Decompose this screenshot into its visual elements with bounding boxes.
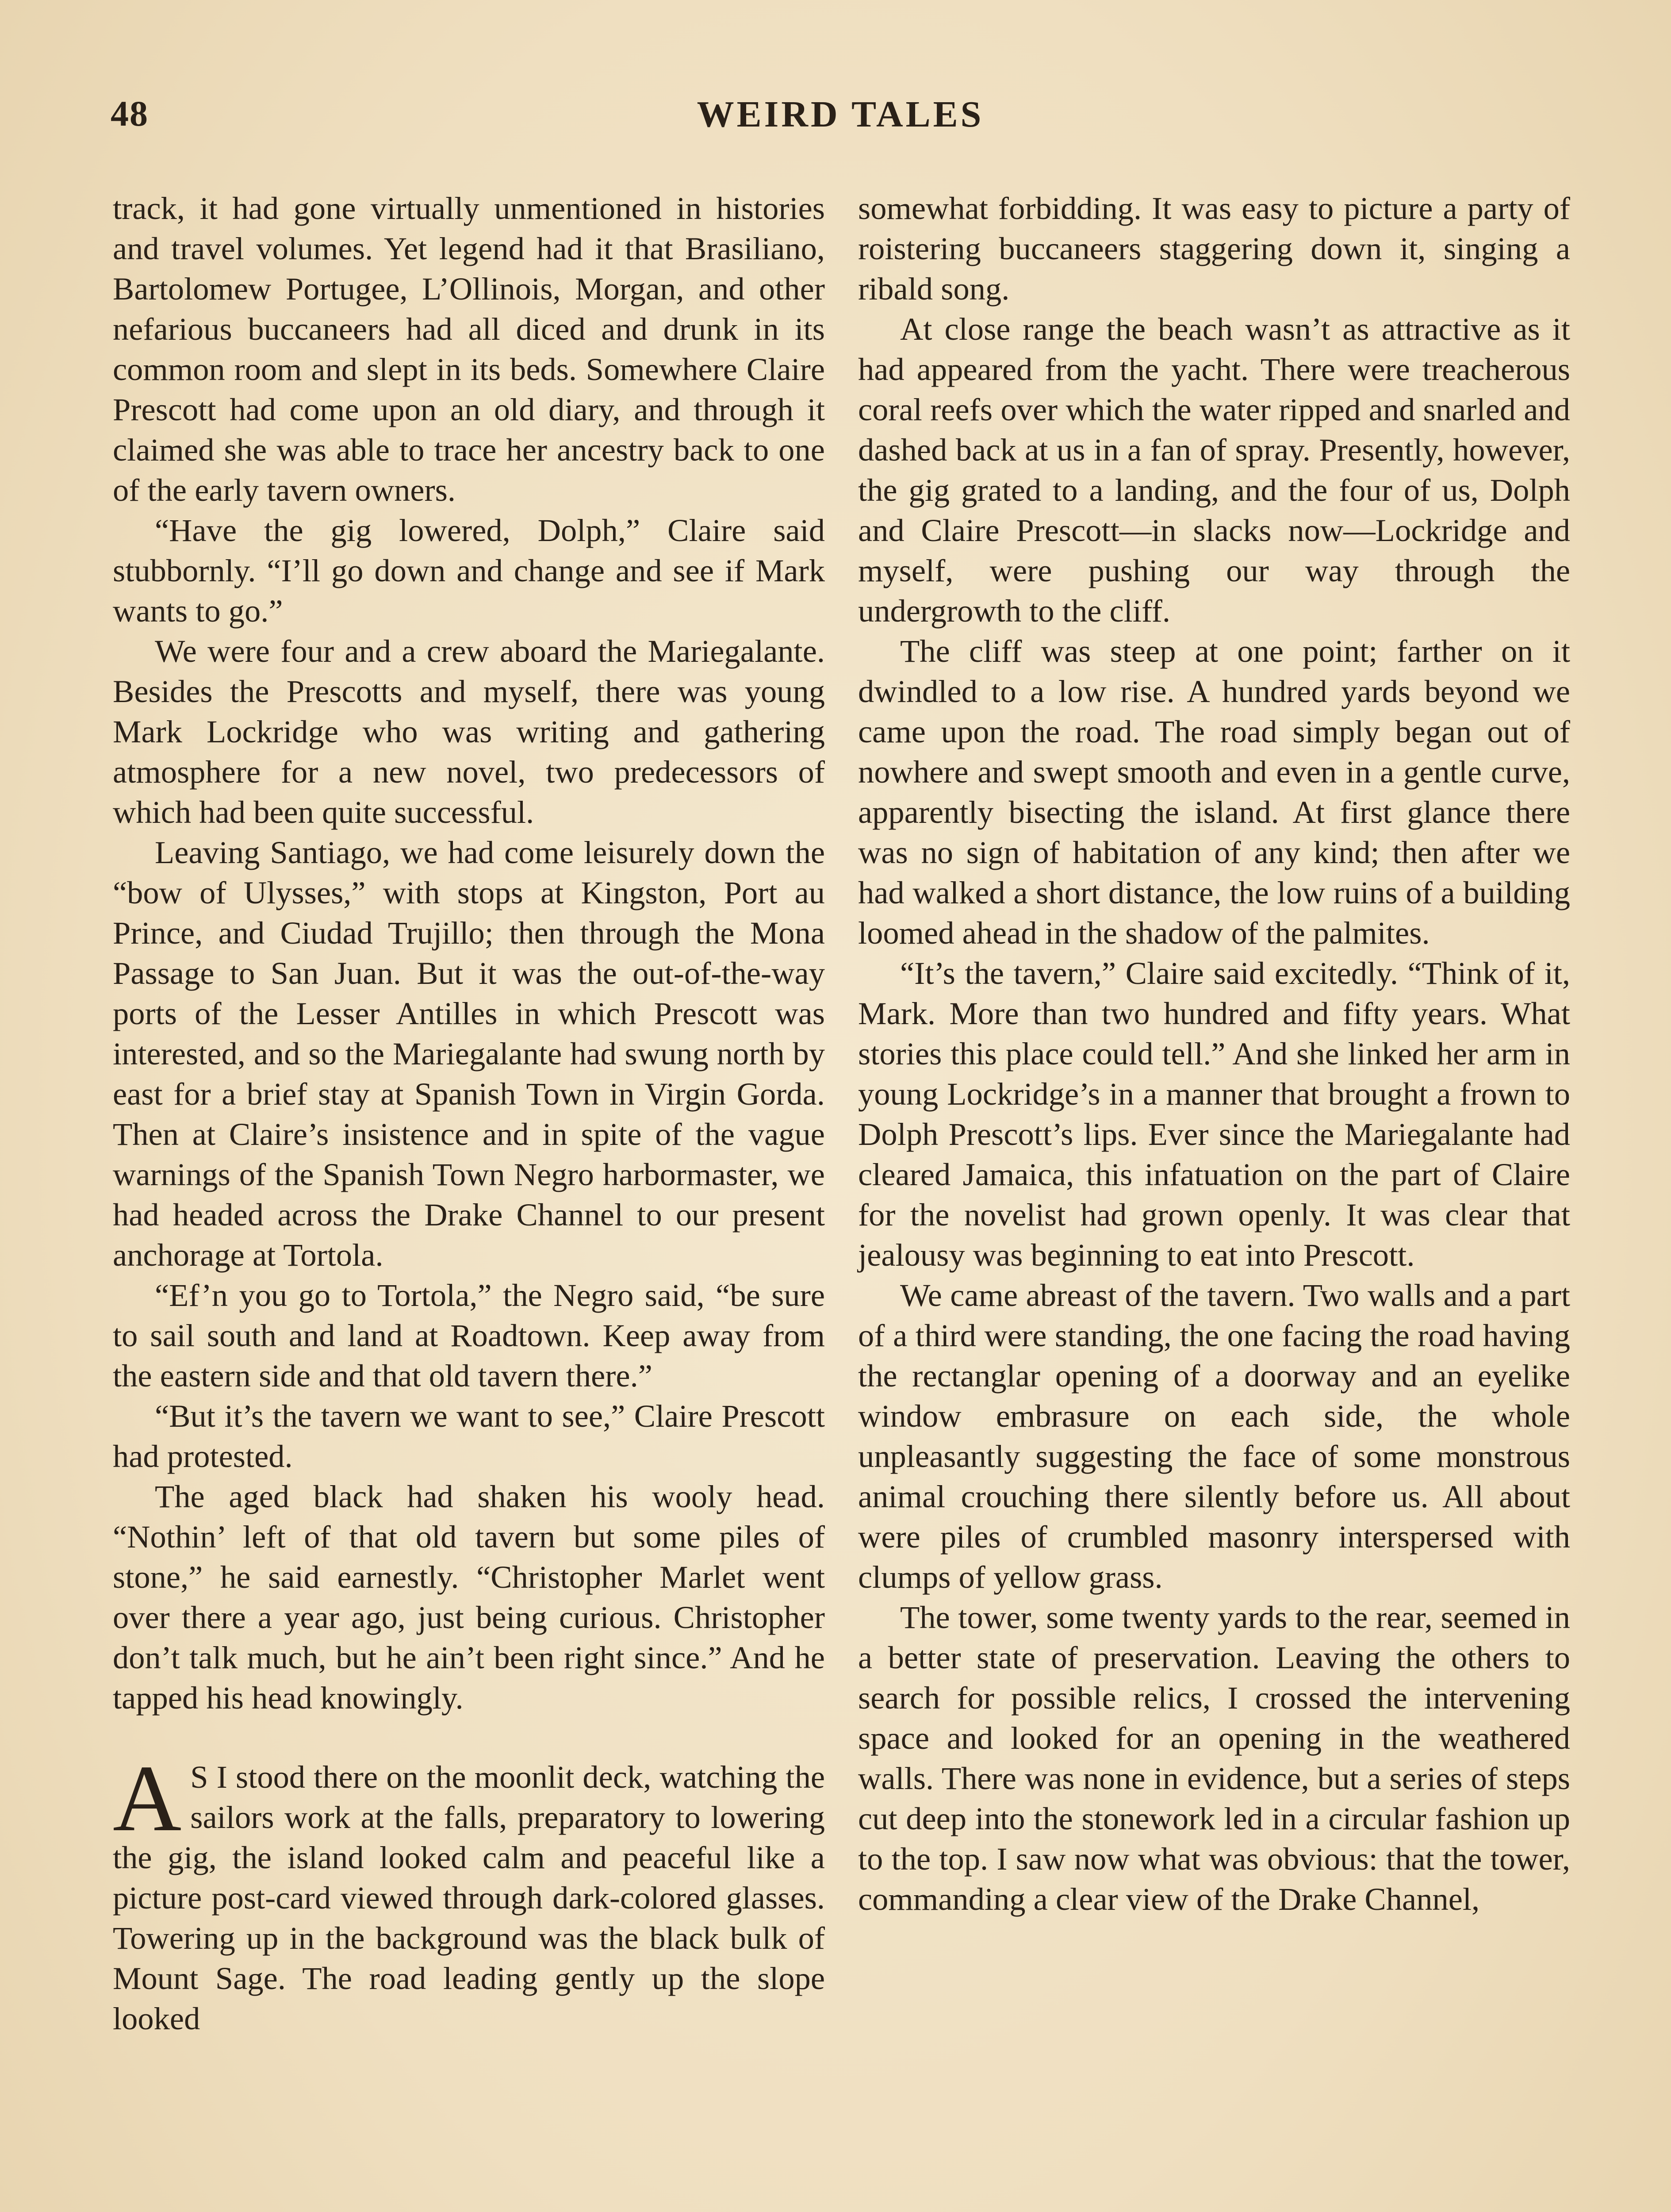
right-column — [858, 188, 1570, 1919]
section-break — [113, 1718, 825, 1757]
paragraph: We came abreast of the tavern. Two walls and a part of a third were standing, the one facing the road having the rectanglar opening of a doorway and an eyelike window embrasure on each side, the whole unpleasantly suggesting the face of some monstrous animal crouching there silently before us. All about were piles of crumbled masonry interspersed with clumps of yellow grass. — [858, 1277, 1570, 1595]
paragraph: The aged black had shaken his wooly head. “Nothin’ left of that old tavern but some piles of stone,” he said earnestly. “Christopher Marlet went over there a year ago, just being curious. Christopher don’t talk much, but he ain’t been right since.” And he tapped his head knowingly. — [113, 1479, 825, 1716]
paragraph: The tower, some twenty yards to the rear, seemed in a better state of preservation. Leaving the others to search for possible relics, I crossed the intervening space and looked for an opening in the weathered walls. There was none in evidence, but a series of steps cut deep into the stonework led in a circular fashion up to the top. I saw now what was obvious: that the tower, commanding a clear view of the Drake Channel, — [858, 1599, 1570, 1917]
paragraph: We were four and a crew aboard the Mariegalante. Besides the Prescotts and myself, there was young Mark Lockridge who was writing and gathering atmosphere for a new novel, two predecessors of which had been quite successful. — [113, 633, 825, 830]
paragraph: “Ef’n you go to Tortola,” the Negro said, “be sure to sail south and land at Roadtown. Keep away from the eastern side and that old tavern there.” — [113, 1277, 825, 1394]
paragraph: The cliff was steep at one point; farther on it dwindled to a low rise. A hundred yards beyond we came upon the road. The road simply began out of nowhere and swept smooth and even in a gentle curve, apparently bisecting the island. At first glance there was no sign of habitation of any kind; then after we had walked a short distance, the low ruins of a building loomed ahead in the shadow of the palmites. — [858, 633, 1570, 951]
left-column — [113, 188, 825, 2039]
page-number: 48 — [111, 93, 149, 134]
paragraph: track, it had gone virtually unmentioned in histories and travel volumes. Yet legend had it that Brasiliano, Bartolomew Portugee, L’Ollinois, Morgan, and other nefarious buccaneers had all diced and drunk in its common room and slept in its beds. Somewhere Claire Prescott had come upon an old diary, and through it claimed she was able to trace her ancestry back to one of the early tavern owners. — [113, 190, 825, 508]
drop-cap: A — [113, 1745, 182, 1851]
paragraph: Leaving Santiago, we had come leisurely down the “bow of Ulysses,” with stops at Kingston, Port au Prince, and Ciudad Trujillo; then through the Mona Passage to San Juan. But it was the out-of-the-way ports of the Lesser Antilles in which Prescott was interested, and so the Mariegalante had swung north by east for a brief stay at Spanish Town in Virgin Gorda. Then at Claire’s insistence and in spite of the vague warnings of the Spanish Town Negro harbormaster, we had headed across the Drake Channel to our present anchorage at Tortola. — [113, 834, 825, 1273]
paragraph: somewhat forbidding. It was easy to picture a party of roistering buccaneers staggering down it, singing a ribald song. — [858, 190, 1570, 307]
paragraph: “Have the gig lowered, Dolph,” Claire said stubbornly. “I’ll go down and change and see if Mark wants to go.” — [113, 512, 825, 629]
paragraph: At close range the beach wasn’t as attractive as it had appeared from the yacht. There were treacherous coral reefs over which the water ripped and snarled and dashed back at us in a fan of spray. Presently, however, the gig grated to a landing, and the four of us, Dolph and Claire Prescott—in slacks now—Lockridge and myself, were pushing our way through the undergrowth to the cliff. — [858, 311, 1570, 629]
page-header — [111, 93, 1570, 146]
magazine-title: WEIRD TALES — [697, 94, 984, 135]
paragraph: “But it’s the tavern we want to see,” Claire Prescott had protested. — [113, 1398, 825, 1474]
section-opening-paragraph — [113, 1745, 825, 2039]
paragraph-text: S I stood there on the moonlit deck, watching the sailors work at the falls, preparatory to lowering the gig, the island looked calm and peaceful like a picture post-card viewed through dark-colored glasses. Towering up in the background was the black bulk of Mount Sage. The road leading gently up the slope looked — [113, 1759, 825, 2036]
paragraph: “It’s the tavern,” Claire said excitedly. “Think of it, Mark. More than two hundred and fifty years. What stories this place could tell.” And she linked her arm in young Lockridge’s in a manner that brought a frown to Dolph Prescott’s lips. Ever since the Mariegalante had cleared Jamaica, this infatuation on the part of Claire for the novelist had grown openly. It was clear that jealousy was beginning to eat into Prescott. — [858, 955, 1570, 1273]
